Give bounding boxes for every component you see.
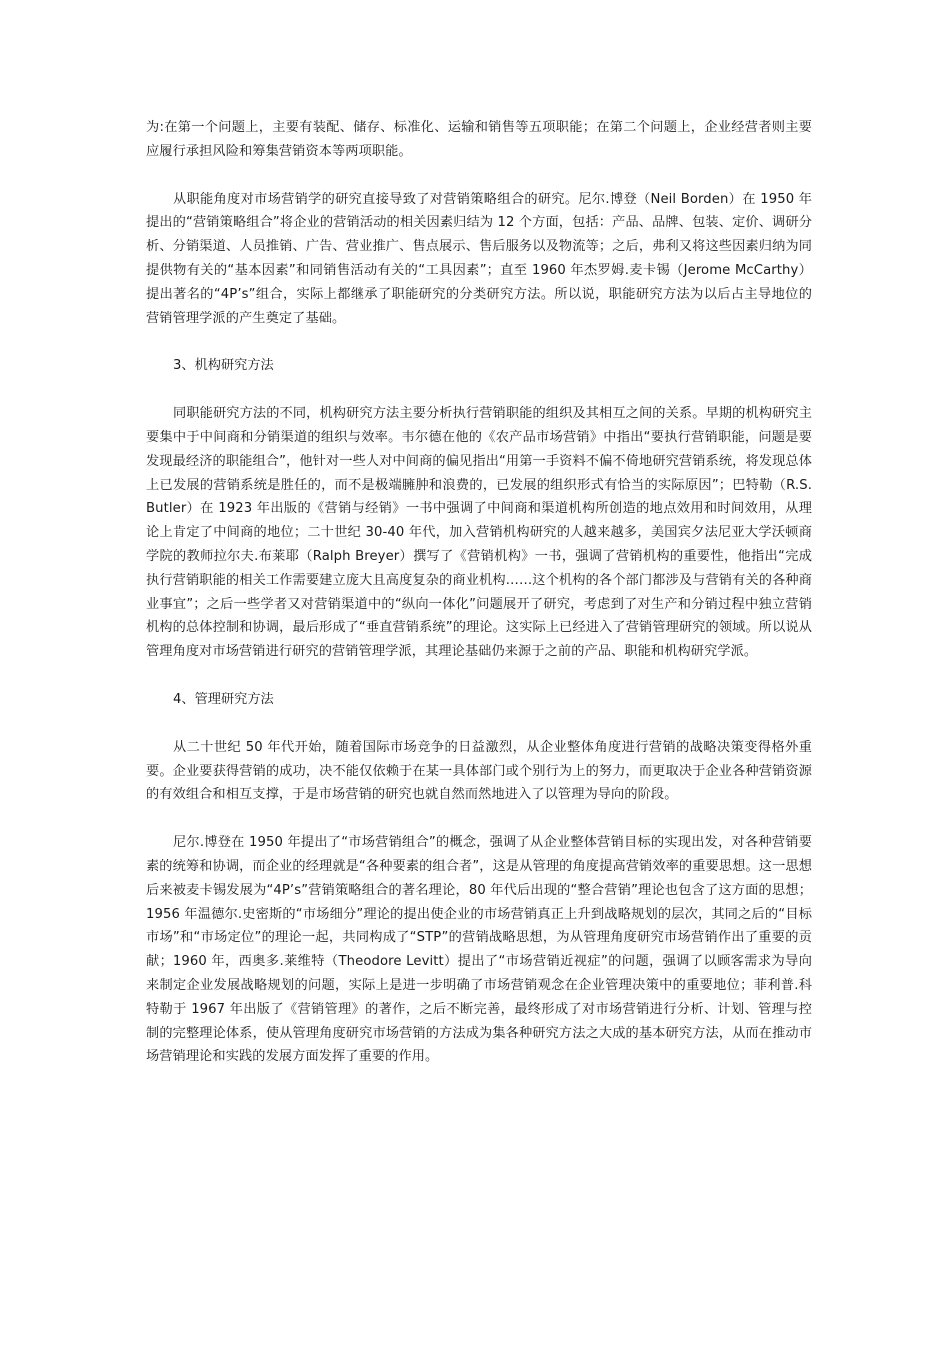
document-page <box>146 116 812 1069</box>
paragraph-management-history: 尼尔.博登在 1950 年提出了“市场营销组合”的概念，强调了从企业整体营销目标的实现出发，对各种营销要素的统筹和协调，而企业的经理就是“各种要素的组合者”，这是从管理的角度提高营销效率的重要思想。这一思想后来被麦卡锡发展为“4P’s”营销策略组合的著名理论，80 年代后出现的“整合营销”理论也包含了这方面的思想；1956 年温德尔.史密斯的“市场细分”理论的提出使企业的市场营销真正上升到战略规划的层次，其同之后的“目标市场”和“市场定位”的理论一起，共同构成了“STP”的营销战略思想，为从管理角度研究市场营销作出了重要的贡献；1960 年，西奥多.莱维特（Theodore Levitt）提出了“市场营销近视症”的问题，强调了以顾客需求为导向来制定企业发展战略规划的问题，实际上是进一步明确了市场营销观念在企业管理决策中的重要地位；菲利普.科特勒于 1967 年出版了《营销管理》的著作，之后不断完善，最终形成了对市场营销进行分析、计划、管理与控制的完整理论体系，使从管理角度研究市场营销的方法成为集各种研究方法之大成的基本研究方法，从而在推动市场营销理论和实践的发展方面发挥了重要的作用。 <box>146 835 812 1065</box>
paragraph-gap <box>146 712 812 736</box>
section-heading-institutional: 3、机构研究方法 <box>173 358 274 374</box>
paragraph-gap <box>146 164 812 188</box>
paragraph-gap <box>146 378 812 402</box>
paragraph-gap <box>146 807 812 831</box>
paragraph-institutional-approach: 同职能研究方法的不同，机构研究方法主要分析执行营销职能的组织及其相互之间的关系。早期的机构研究主要集中于中间商和分销渠道的组织与效率。韦尔德在他的《农产品市场营销》中指出“要执行营销职能，问题是要发现最经济的职能组合”，他针对一些人对中间商的偏见指出“用第一手资料不偏不倚地研究营销系统，将发现总体上已发展的营销系统是胜任的，而不是极端臃肿和浪费的，已发展的组织形式有恰当的实际原因”；巴特勒（R.S.Butler）在 1923 年出版的《营销与经销》一书中强调了中间商和渠道机构所创造的地点效用和时间效用，从理论上肯定了中间商的地位；二十世纪 30-40 年代，加入营销机构研究的人越来越多，美国宾夕法尼亚大学沃顿商学院的教师拉尔夫.布莱耶（Ralph Breyer）撰写了《营销机构》一书，强调了营销机构的重要性，他指出“完成执行营销职能的相关工作需要建立庞大且高度复杂的商业机构……这个机构的各个部门都涉及与营销有关的各种商业事宜”；之后一些学者又对营销渠道中的“纵向一体化”问题展开了研究，考虑到了对生产和分销过程中独立营销机构的总体控制和协调，最后形成了“垂直营销系统”的理论。这实际上已经进入了营销管理研究的领域。所以说从管理角度对市场营销进行研究的营销管理学派，其理论基础仍来源于之前的产品、职能和机构研究学派。 <box>146 406 812 660</box>
paragraph-management-intro: 从二十世纪 50 年代开始，随着国际市场竞争的日益激烈，从企业整体角度进行营销的战略决策变得格外重要。企业要获得营销的成功，决不能仅依赖于在某一具体部门或个别行为上的努力，而更取决于企业各种营销资源的有效组合和相互支撑，于是市场营销的研究也就自然而然地进入了以管理为导向的阶段。 <box>146 739 812 803</box>
paragraph-marketing-mix-origin: 从职能角度对市场营销学的研究直接导致了对营销策略组合的研究。尼尔.博登（Neil Borden）在 1950 年提出的“营销策略组合”将企业的营销活动的相关因素归结为 12 个方面，包括：产品、品牌、包装、定价、调研分析、分销渠道、人员推销、广告、营业推广、售点展示、售后服务以及物流等；之后，弗利又将这些因素归纳为同提供物有关的“基本因素”和同销售活动有关的“工具因素”；直至 1960 年杰罗姆.麦卡锡（Jerome McCarthy）提出著名的“4P’s”组合，实际上都继承了职能研究的分类研究方法。所以说，职能研究方法为以后占主导地位的营销管理学派的产生奠定了基础。 <box>146 191 812 326</box>
paragraph-gap <box>146 330 812 354</box>
section-heading-management: 4、管理研究方法 <box>173 691 274 707</box>
paragraph-functions-continued: 为:在第一个问题上，主要有装配、储存、标准化、运输和销售等五项职能；在第二个问题上，企业经营者则主要应履行承担风险和筹集营销资本等两项职能。 <box>146 120 812 159</box>
paragraph-gap <box>146 664 812 688</box>
